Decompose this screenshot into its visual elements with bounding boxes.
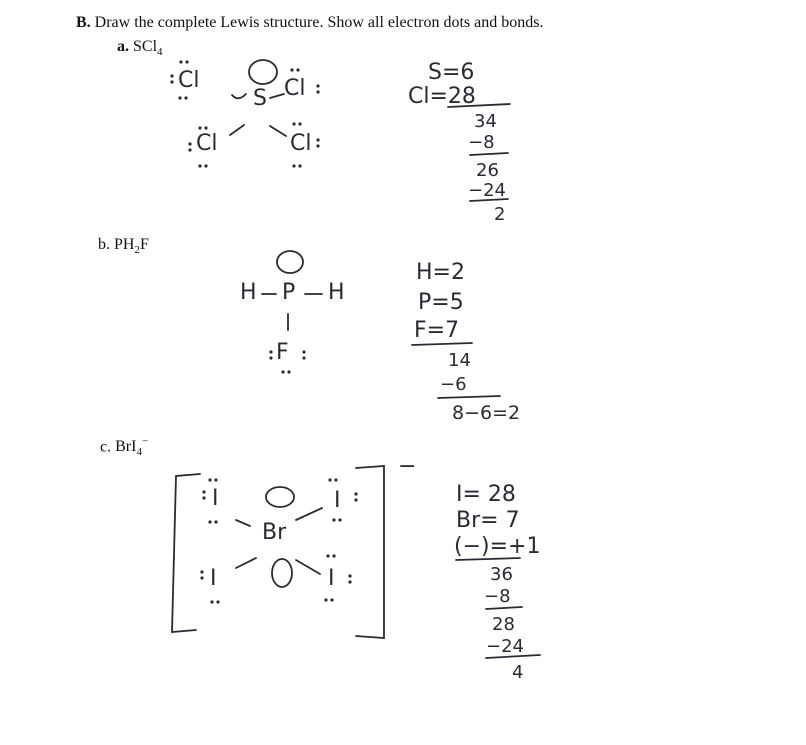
c-calc-line-3 xyxy=(486,655,540,658)
a-atom-cl-bottom-left: Cl xyxy=(196,131,218,156)
a-calc-26: 26 xyxy=(476,160,499,181)
b-calc-result: 8−6=2 xyxy=(452,402,521,424)
question-b-formula: $PH_2F$ xyxy=(114,236,149,257)
a-calc-cl: Cl=28 xyxy=(408,84,476,109)
electron-dots xyxy=(170,60,357,603)
a-calc-minus8: −8 xyxy=(468,132,495,153)
a-calc-line-2 xyxy=(470,153,508,155)
c-calc-minus8: −8 xyxy=(484,586,511,607)
b-atom-h-right: H xyxy=(328,280,345,305)
c-calc-br: Br= 7 xyxy=(456,508,520,533)
c-bond-br-i xyxy=(296,508,322,520)
instruction-text: Draw the complete Lewis structure. Show all electron dots and bonds. xyxy=(94,14,544,31)
c-calc-28: 28 xyxy=(492,614,515,635)
b-atom-p: P xyxy=(282,280,296,305)
c-calc-4: 4 xyxy=(512,662,524,683)
c-ion-charge: − xyxy=(398,454,417,479)
b-lone-pair-loop xyxy=(277,251,303,273)
question-b-letter: b. xyxy=(98,236,110,253)
question-a-letter: a. xyxy=(117,38,129,55)
a-calc-2: 2 xyxy=(494,204,506,225)
b-calc-p: P=5 xyxy=(418,290,464,315)
c-bond-br-bottom xyxy=(296,560,320,574)
c-bond-bl xyxy=(236,558,256,568)
question-c-letter: c. xyxy=(100,438,112,456)
c-calc-i: I= 28 xyxy=(456,482,516,507)
b-calc-f: F=7 xyxy=(414,318,460,343)
b-atom-f: F xyxy=(276,340,289,365)
a-lone-pair-loop xyxy=(249,60,277,84)
a-calc-34: 34 xyxy=(474,111,497,132)
b-calc-line-2 xyxy=(438,396,500,398)
a-calc-line-3 xyxy=(470,199,508,201)
c-right-bracket xyxy=(356,466,384,638)
a-calc-minus24: −24 xyxy=(468,180,506,201)
c-atom-i-right: I xyxy=(334,488,341,513)
c-calc-36: 36 xyxy=(490,564,513,585)
a-calc-s: S=6 xyxy=(428,60,475,85)
a-bond-s-cl-right xyxy=(270,94,284,98)
c-calc-line-1 xyxy=(456,558,520,560)
section-label: B. xyxy=(76,14,91,31)
a-bond-cl-s xyxy=(232,94,246,98)
b-calc-14: 14 xyxy=(448,350,471,371)
a-atom-cl-left: Cl xyxy=(178,68,200,93)
c-calc-minus24: −24 xyxy=(486,636,524,657)
b-atom-h-left: H xyxy=(240,280,257,305)
c-atom-i-bottom-left: I xyxy=(210,566,217,591)
question-c-formula: BrI$_4$− xyxy=(115,436,149,459)
c-lone-pair-top xyxy=(266,487,294,507)
a-atom-cl-bottom-right: Cl xyxy=(290,131,312,156)
a-bond-br xyxy=(270,126,286,136)
c-atom-br: Br xyxy=(262,520,287,545)
question-a-formula: SCl$_4$ xyxy=(133,38,163,59)
a-atom-cl-right: Cl xyxy=(284,76,306,101)
c-left-bracket xyxy=(172,474,200,632)
b-calc-line-1 xyxy=(412,343,472,345)
c-atom-i-bottom-right: I xyxy=(328,566,335,591)
a-atom-s: S xyxy=(253,86,267,111)
c-lone-pair-bottom xyxy=(272,559,292,587)
a-bond-bl xyxy=(230,125,244,135)
b-calc-h: H=2 xyxy=(416,260,465,285)
c-bond-i-br xyxy=(236,520,250,526)
a-calc-line-1 xyxy=(448,104,510,107)
c-calc-charge: (−)=+1 xyxy=(454,534,541,559)
c-atom-i-left: I xyxy=(212,486,219,511)
b-calc-minus6: −6 xyxy=(440,374,467,395)
c-calc-line-2 xyxy=(486,607,522,609)
